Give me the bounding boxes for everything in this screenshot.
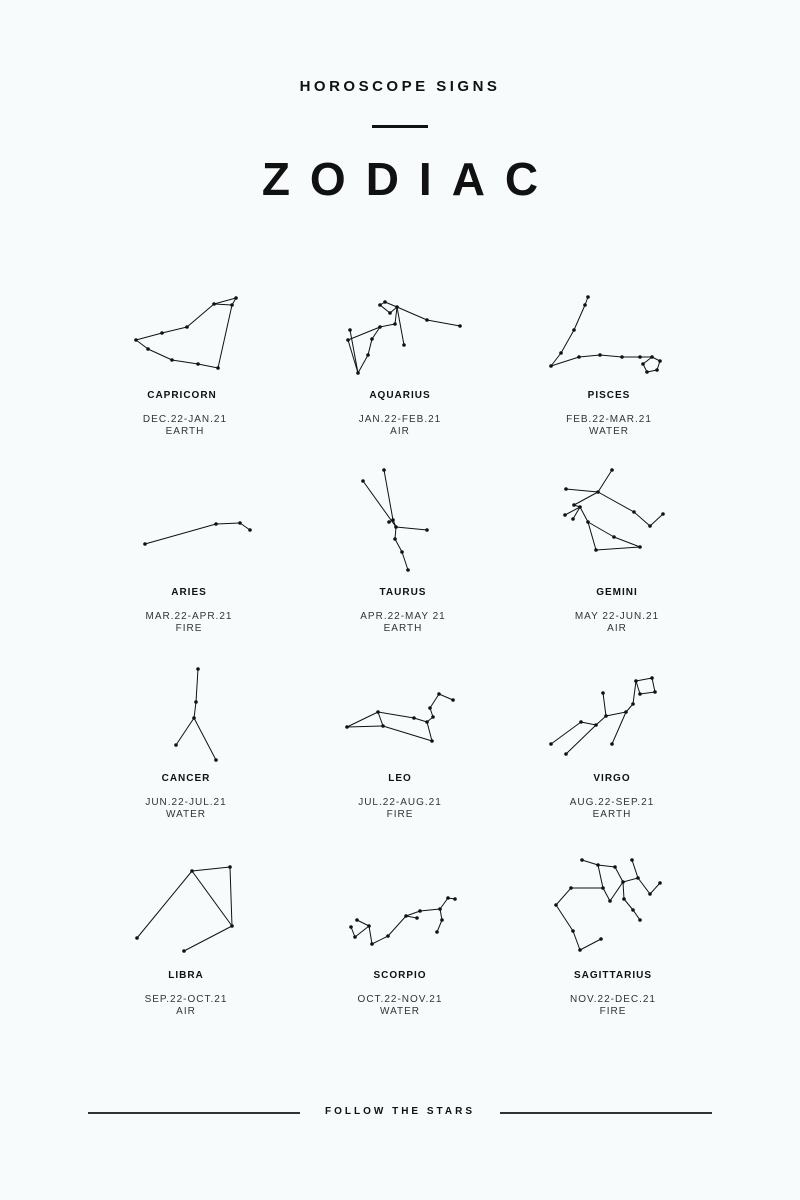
star-dot: [634, 679, 638, 683]
constellation-line: [437, 920, 442, 932]
constellation-line: [596, 547, 640, 550]
star-dot: [435, 930, 439, 934]
constellation-line: [636, 681, 640, 694]
constellation-line: [383, 726, 432, 741]
star-dot: [135, 936, 139, 940]
sign-name-leo: LEO: [388, 773, 412, 784]
sign-name-scorpio: SCORPIO: [373, 970, 427, 981]
constellation-line: [380, 324, 395, 327]
star-dot: [196, 667, 200, 671]
star-dot: [349, 925, 353, 929]
constellation-line: [614, 537, 640, 547]
sign-name-libra: LIBRA: [168, 970, 204, 981]
star-dot: [438, 907, 442, 911]
constellation-line: [581, 722, 596, 725]
constellation-line: [363, 481, 396, 527]
star-dot: [596, 490, 600, 494]
star-dot: [648, 892, 652, 896]
constellation-line: [395, 539, 402, 552]
star-dot: [348, 328, 352, 332]
constellation-line: [603, 693, 606, 716]
constellation-line: [427, 320, 460, 326]
constellation-line: [573, 931, 580, 950]
sign-dates-capricorn: DEC.22-JAN.21: [142, 414, 228, 425]
constellation-virgo: [549, 676, 657, 756]
star-dot: [577, 355, 581, 359]
footer-line-left: [88, 1112, 300, 1114]
constellation-line: [395, 527, 396, 539]
constellation-line: [610, 882, 623, 901]
constellation-line: [402, 552, 408, 570]
star-dot: [190, 869, 194, 873]
star-dot: [569, 886, 573, 890]
star-dot: [361, 479, 365, 483]
star-dot: [174, 743, 178, 747]
star-dot: [549, 742, 553, 746]
sign-name-aries: ARIES: [171, 587, 207, 598]
star-dot: [645, 370, 649, 374]
star-dot: [610, 742, 614, 746]
star-dot: [650, 676, 654, 680]
star-dot: [638, 355, 642, 359]
star-dot: [554, 903, 558, 907]
star-dot: [386, 934, 390, 938]
constellation-line: [633, 681, 636, 704]
constellation-line: [380, 305, 390, 313]
constellation-line: [624, 899, 633, 910]
star-dot: [378, 303, 382, 307]
sign-name-cancer: CANCER: [161, 773, 211, 784]
star-dot: [653, 690, 657, 694]
star-dot: [425, 720, 429, 724]
constellation-line: [240, 523, 250, 530]
footer-line-right: [500, 1112, 712, 1114]
constellation-line: [636, 678, 652, 681]
star-dot: [355, 918, 359, 922]
constellation-line: [162, 327, 187, 333]
star-dot: [234, 296, 238, 300]
star-dot: [648, 524, 652, 528]
constellation-line: [396, 527, 427, 530]
star-dot: [238, 521, 242, 525]
sign-name-pisces: PISCES: [587, 390, 631, 401]
constellation-aries: [143, 521, 252, 546]
constellation-taurus: [361, 468, 429, 572]
star-dot: [453, 897, 457, 901]
star-dot: [620, 355, 624, 359]
constellation-line: [551, 722, 581, 744]
star-dot: [353, 935, 357, 939]
star-dot: [594, 548, 598, 552]
constellation-line: [574, 305, 585, 330]
star-dot: [395, 305, 399, 309]
constellation-gemini: [563, 468, 665, 552]
constellation-line: [632, 860, 638, 878]
sign-dates-virgo: AUG.22-SEP.21: [569, 797, 655, 808]
star-dot: [638, 918, 642, 922]
star-dot: [586, 295, 590, 299]
constellation-line: [172, 360, 198, 364]
star-dot: [194, 700, 198, 704]
star-dot: [146, 347, 150, 351]
constellation-line: [378, 712, 383, 726]
constellation-pisces: [549, 295, 662, 374]
star-dot: [388, 311, 392, 315]
constellation-line: [148, 349, 172, 360]
star-dot: [402, 343, 406, 347]
constellation-line: [652, 678, 655, 692]
constellation-line: [192, 867, 230, 871]
sign-name-sagittarius: SAGITTARIUS: [573, 970, 653, 981]
star-dot: [578, 505, 582, 509]
constellation-line: [218, 305, 232, 368]
star-dot: [610, 468, 614, 472]
star-dot: [636, 876, 640, 880]
constellation-line: [623, 882, 624, 899]
star-dot: [580, 858, 584, 862]
constellation-line: [369, 926, 372, 944]
constellation-line: [427, 722, 432, 741]
constellation-aquarius: [346, 300, 462, 375]
star-dot: [630, 858, 634, 862]
constellation-line: [582, 860, 598, 865]
star-dot: [393, 322, 397, 326]
sign-name-virgo: VIRGO: [593, 773, 631, 784]
star-dot: [549, 364, 553, 368]
sign-dates-aquarius: JAN.22-FEB.21: [358, 414, 442, 425]
star-dot: [650, 355, 654, 359]
constellation-capricorn: [134, 296, 238, 370]
star-dot: [638, 545, 642, 549]
constellation-line: [580, 507, 588, 522]
star-dot: [572, 328, 576, 332]
star-dot: [400, 550, 404, 554]
star-dot: [613, 865, 617, 869]
constellation-line: [198, 364, 218, 368]
sign-element-taurus: EARTH: [383, 623, 423, 634]
star-dot: [370, 337, 374, 341]
star-dot: [658, 881, 662, 885]
constellation-line: [598, 865, 615, 867]
constellation-line: [420, 909, 440, 911]
star-dot: [376, 710, 380, 714]
sign-name-gemini: GEMINI: [596, 587, 638, 598]
star-dot: [655, 368, 659, 372]
constellation-line: [378, 712, 414, 718]
constellation-line: [368, 339, 372, 355]
constellation-line: [385, 302, 397, 307]
star-dot: [631, 702, 635, 706]
sign-dates-sagittarius: NOV.22-DEC.21: [570, 994, 656, 1005]
sign-element-aquarius: AIR: [390, 426, 410, 437]
constellation-line: [194, 702, 196, 718]
constellation-line: [650, 514, 663, 526]
constellation-line: [638, 878, 650, 894]
sign-dates-gemini: MAY 22-JUN.21: [574, 611, 660, 622]
star-dot: [214, 758, 218, 762]
constellation-line: [214, 304, 232, 305]
sign-name-capricorn: CAPRICORN: [147, 390, 217, 401]
star-dot: [446, 896, 450, 900]
constellation-line: [137, 871, 192, 938]
constellation-line: [192, 871, 232, 926]
star-dot: [406, 568, 410, 572]
constellation-line: [561, 330, 574, 353]
star-dot: [214, 522, 218, 526]
sign-dates-scorpio: OCT.22-NOV.21: [357, 994, 443, 1005]
sign-element-sagittarius: FIRE: [599, 1006, 627, 1017]
star-dot: [346, 338, 350, 342]
constellation-line: [136, 340, 148, 349]
star-dot: [563, 513, 567, 517]
constellation-line: [574, 492, 598, 505]
sign-element-scorpio: WATER: [380, 1006, 420, 1017]
constellation-line: [634, 512, 650, 526]
constellation-line: [145, 524, 216, 544]
constellation-line: [650, 883, 660, 894]
star-dot: [228, 865, 232, 869]
star-dot: [345, 725, 349, 729]
constellation-leo: [345, 692, 455, 743]
constellation-line: [440, 898, 448, 909]
sign-dates-libra: SEP.22-OCT.21: [144, 994, 228, 1005]
constellation-line: [603, 888, 610, 901]
sign-element-gemini: AIR: [607, 623, 627, 634]
star-dot: [370, 942, 374, 946]
constellation-line: [551, 357, 579, 366]
star-dot: [578, 948, 582, 952]
sign-element-libra: AIR: [176, 1006, 196, 1017]
constellation-line: [566, 489, 598, 492]
constellation-line: [414, 718, 427, 722]
constellation-line: [136, 333, 162, 340]
star-dot: [185, 325, 189, 329]
star-dot: [366, 353, 370, 357]
sign-dates-aries: MAR.22-APR.21: [145, 611, 233, 622]
constellation-line: [556, 888, 571, 905]
constellation-sagittarius: [554, 858, 662, 952]
star-dot: [394, 525, 398, 529]
constellation-line: [579, 355, 600, 357]
constellation-line: [556, 905, 573, 931]
sign-dates-pisces: FEB.22-MAR.21: [566, 414, 652, 425]
constellation-line: [196, 669, 198, 702]
star-dot: [196, 362, 200, 366]
constellation-line: [633, 910, 640, 920]
star-dot: [564, 487, 568, 491]
sign-element-pisces: WATER: [589, 426, 629, 437]
constellation-line: [372, 936, 388, 944]
star-dot: [596, 863, 600, 867]
constellation-line: [439, 694, 453, 700]
constellation-line: [357, 920, 369, 926]
constellation-line: [598, 492, 634, 512]
star-dot: [572, 503, 576, 507]
constellation-line: [600, 355, 622, 357]
constellation-line: [623, 878, 638, 882]
star-dot: [431, 715, 435, 719]
star-dot: [599, 937, 603, 941]
star-dot: [383, 300, 387, 304]
constellation-line: [176, 718, 194, 745]
star-dot: [624, 710, 628, 714]
constellation-line: [194, 718, 216, 760]
star-dot: [415, 916, 419, 920]
star-dot: [387, 520, 391, 524]
sign-element-aries: FIRE: [175, 623, 203, 634]
footer-tagline: FOLLOW THE STARS: [324, 1106, 476, 1117]
star-dot: [382, 468, 386, 472]
constellation-line: [230, 867, 232, 926]
star-dot: [248, 528, 252, 532]
sign-dates-leo: JUL.22-AUG.21: [358, 797, 442, 808]
sign-element-leo: FIRE: [386, 809, 414, 820]
star-dot: [192, 716, 196, 720]
constellation-line: [358, 355, 368, 373]
constellation-line: [397, 307, 404, 345]
star-dot: [404, 914, 408, 918]
constellation-scorpio: [349, 896, 457, 946]
star-dot: [579, 720, 583, 724]
constellation-line: [606, 712, 626, 716]
star-dot: [622, 897, 626, 901]
constellation-line: [580, 939, 601, 950]
star-dot: [230, 303, 234, 307]
star-dot: [381, 724, 385, 728]
constellation-line: [184, 926, 232, 951]
sign-name-taurus: TAURUS: [379, 587, 427, 598]
star-dot: [212, 302, 216, 306]
star-dot: [601, 691, 605, 695]
star-dot: [661, 512, 665, 516]
sign-element-capricorn: EARTH: [165, 426, 205, 437]
constellation-line: [216, 523, 240, 524]
star-dot: [658, 359, 662, 363]
star-dot: [601, 886, 605, 890]
star-dot: [571, 517, 575, 521]
constellation-line: [388, 916, 406, 936]
constellation-line: [397, 307, 427, 320]
constellation-line: [187, 304, 214, 327]
star-dot: [356, 371, 360, 375]
star-dot: [230, 924, 234, 928]
star-dot: [571, 929, 575, 933]
star-dot: [594, 723, 598, 727]
constellation-line: [406, 911, 420, 916]
poster-subtitle: HOROSCOPE SIGNS: [299, 78, 501, 95]
sign-name-aquarius: AQUARIUS: [369, 390, 431, 401]
star-dot: [440, 918, 444, 922]
sign-dates-cancer: JUN.22-JUL.21: [145, 797, 227, 808]
star-dot: [216, 366, 220, 370]
star-dot: [604, 714, 608, 718]
star-dot: [428, 706, 432, 710]
constellation-line: [430, 694, 439, 708]
sign-dates-taurus: APR.22-MAY 21: [360, 611, 446, 622]
constellation-line: [598, 470, 612, 492]
constellation-cancer: [174, 667, 218, 762]
star-dot: [412, 716, 416, 720]
star-dot: [559, 351, 563, 355]
star-dot: [437, 692, 441, 696]
constellation-line: [612, 712, 626, 744]
star-dot: [160, 331, 164, 335]
star-dot: [430, 739, 434, 743]
constellation-libra: [135, 865, 234, 953]
poster-title: ZODIAC: [261, 153, 559, 205]
star-dot: [608, 899, 612, 903]
star-dot: [638, 692, 642, 696]
star-dot: [134, 338, 138, 342]
star-dot: [367, 924, 371, 928]
constellation-line: [347, 712, 378, 727]
constellation-line: [598, 865, 603, 888]
star-dot: [182, 949, 186, 953]
star-dot: [631, 908, 635, 912]
star-dot: [170, 358, 174, 362]
sign-element-cancer: WATER: [166, 809, 206, 820]
star-dot: [621, 880, 625, 884]
star-dot: [425, 528, 429, 532]
star-dot: [612, 535, 616, 539]
star-dot: [143, 542, 147, 546]
star-dot: [451, 698, 455, 702]
sign-element-virgo: EARTH: [592, 809, 632, 820]
star-dot: [641, 362, 645, 366]
constellation-line: [615, 867, 623, 882]
constellation-line: [347, 726, 383, 727]
constellation-line: [395, 307, 397, 324]
constellation-line: [640, 692, 655, 694]
star-dot: [632, 510, 636, 514]
constellation-line: [596, 716, 606, 725]
star-dot: [391, 518, 395, 522]
star-dot: [425, 318, 429, 322]
star-dot: [598, 353, 602, 357]
star-dot: [583, 303, 587, 307]
star-dot: [564, 752, 568, 756]
star-dot: [418, 909, 422, 913]
star-dot: [393, 537, 397, 541]
star-dot: [378, 325, 382, 329]
constellation-line: [355, 926, 369, 937]
star-dot: [458, 324, 462, 328]
star-dot: [586, 520, 590, 524]
